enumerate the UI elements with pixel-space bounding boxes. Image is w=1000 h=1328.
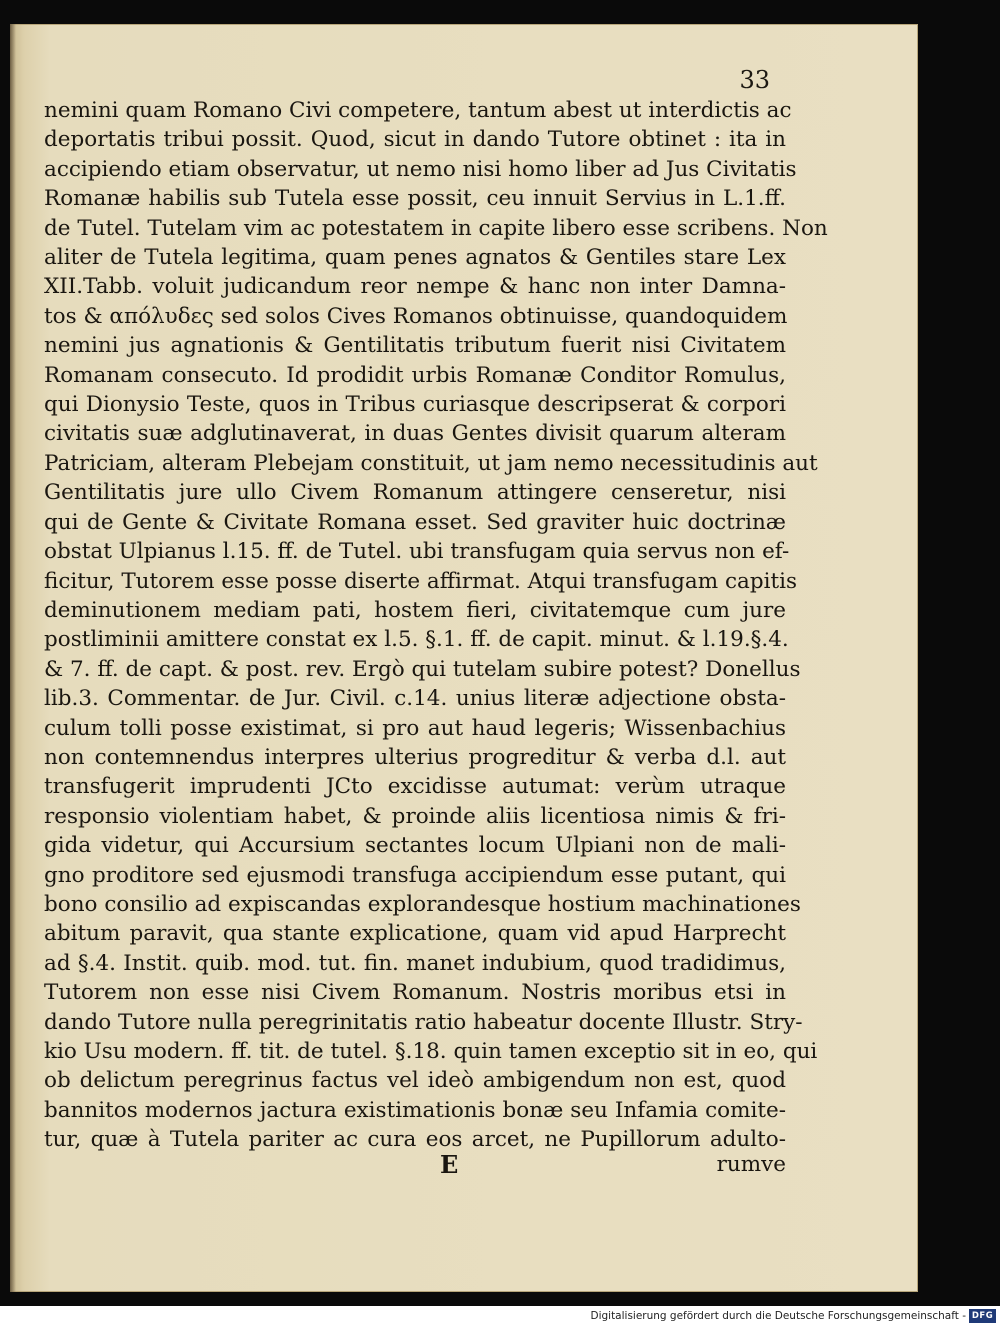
text-line: accipiendo etiam observatur, ut nemo nisi homo liber ad Jus Civitatis: [44, 156, 797, 182]
text-line: nemini quam Romano Civi competere, tantum abest ut interdictis ac: [44, 98, 792, 123]
signature-mark: E: [440, 1150, 459, 1179]
text-line: dando Tutore nulla peregrinitatis ratio habeatur docente Illustr. Stry-: [44, 1009, 803, 1035]
text-line: postliminii amittere constat ex l.5. §.1. ff. de capit. minut. & l.19.§.4.: [44, 627, 789, 653]
text-line: deminutionem mediam pati, hostem fieri, civitatemque cum jure: [44, 597, 786, 623]
dfg-logo-icon: DFG: [969, 1309, 996, 1323]
text-line: transfugerit imprudenti JCto excidisse autumat: verùm utraque: [44, 774, 786, 800]
text-line: qui Dionysio Teste, quos in Tribus curiasque descripserat & corpori: [44, 392, 786, 418]
page-bottom-line: [44, 1150, 786, 1180]
text-line: Patriciam, alteram Plebejam constituit, ut jam nemo necessitudinis aut: [44, 450, 818, 476]
text-line: Tutorem non esse nisi Civem Romanum. Nostris moribus etsi in: [44, 980, 786, 1006]
text-line: tur, quæ à Tutela pariter ac cura eos arcet, ne Pupillorum adulto-: [44, 1127, 786, 1153]
text-line: aliter de Tutela legitima, quam penes agnatos & Gentiles stare Lex: [44, 245, 786, 271]
text-line: culum tolli posse existimat, si pro aut haud legeris; Wissenbachius: [44, 715, 786, 741]
text-line: & 7. ff. de capt. & post. rev. Ergò qui tutelam subire potest? Donellus: [44, 656, 801, 682]
text-line: XII.Tabb. voluit judicandum reor nempe & hanc non inter Damna-: [44, 274, 786, 300]
text-line: gida videtur, qui Accursium sectantes locum Ulpiani non de mali-: [44, 833, 786, 859]
text-line: abitum paravit, qua stante explicatione, quam vid apud Harprecht: [44, 921, 786, 947]
text-line: qui de Gente & Civitate Romana esset. Sed graviter huic doctrinæ: [44, 509, 786, 535]
text-line: Romanam consecuto. Id prodidit urbis Romanæ Conditor Romulus,: [44, 362, 786, 388]
text-line: non contemnendus interpres ulterius progreditur & verba d.l. aut: [44, 744, 786, 770]
text-line: tos & απόλυδες sed solos Cives Romanos obtinuisse, quandoquidem: [44, 303, 788, 329]
text-line: ficitur, Tutorem esse posse diserte affirmat. Atqui transfugam capitis: [44, 568, 798, 594]
catchword: rumve: [716, 1152, 786, 1177]
text-line: kio Usu modern. ff. tit. de tutel. §.18. quin tamen exceptio sit in eo, qui: [44, 1039, 818, 1064]
text-line: bono consilio ad expiscandas explorandesque hostium machinationes: [44, 891, 801, 917]
text-line: civitatis suæ adglutinaverat, in duas Gentes divisit quarum alteram: [44, 421, 786, 447]
text-line: gno proditore sed ejusmodi transfuga accipiendum esse putant, qui: [44, 862, 786, 888]
text-line: de Tutel. Tutelam vim ac potestatem in capite libero esse scribens. Non: [44, 215, 828, 241]
footer-credit: Digitalisierung gefördert durch die Deutsche Forschungsgemeinschaft -: [590, 1310, 966, 1322]
text-line: bannitos modernos jactura existimationis bonæ seu Infamia comite-: [44, 1097, 786, 1123]
text-line: deportatis tribui possit. Quod, sicut in dando Tutore obtinet : ita in: [44, 127, 786, 153]
text-line: ad §.4. Instit. quib. mod. tut. fin. manet indubium, quod tradidimus,: [44, 950, 786, 976]
page-number: 33: [739, 66, 770, 94]
text-line: responsio violentiam habet, & proinde aliis licentiosa nimis & fri-: [44, 803, 786, 829]
body-text: [44, 96, 828, 1155]
book-page: [10, 24, 918, 1292]
text-line: obstat Ulpianus l.15. ff. de Tutel. ubi transfugam quia servus non ef-: [44, 539, 790, 565]
text-line: Romanæ habilis sub Tutela esse possit, ceu innuit Servius in L.1.ff.: [44, 186, 786, 212]
page-gutter-shadow: [10, 24, 16, 1292]
text-line: ob delictum peregrinus factus vel ideò ambigendum non est, quod: [44, 1068, 786, 1094]
text-line: Gentilitatis jure ullo Civem Romanum attingere censeretur, nisi: [44, 480, 786, 506]
text-line: lib.3. Commentar. de Jur. Civil. c.14. unius literæ adjectione obsta-: [44, 686, 786, 712]
text-line: nemini jus agnationis & Gentilitatis tributum fuerit nisi Civitatem: [44, 333, 786, 359]
footer-bar: [0, 1306, 1000, 1328]
